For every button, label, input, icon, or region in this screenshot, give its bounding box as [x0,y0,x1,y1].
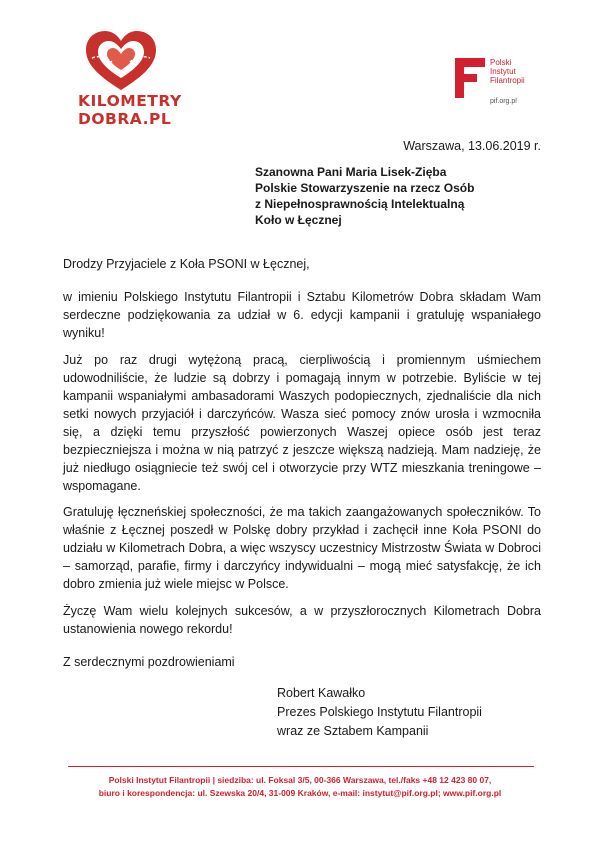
signature-line: wraz ze Sztabem Kampanii [277,724,429,738]
pif-name-line: Polski [490,58,512,67]
pif-name-line: Filantropii [490,76,525,85]
signature-line: Prezes Polskiego Instytutu Filantropii [277,705,482,719]
pif-logo [455,58,575,108]
pif-f-icon [455,58,485,98]
signature-line: Robert Kawałko [277,686,366,700]
greeting: Drodzy Przyjaciele z Koła PSONI w Łęcznej, [63,257,310,271]
recipient-line: Koło w Łęcznej [255,213,342,227]
recipient-line: z Niepełnosprawnością Intelektualną [255,197,465,211]
body-paragraph: Życzę Wam wielu kolejnych sukcesów, a w przyszłorocznych Kilometrach Dobra ustanowienia nowego rekordu! [63,604,541,636]
footer-line: Polski Instytut Filantropii | siedziba: ul. Foksal 3/5, 00-366 Warszawa, tel./faks +48 12 423 80 07, [108,775,492,785]
body-paragraph: Gratuluję łęczneńskiej społeczności, że ma takich zaangażowanych społeczników. To właśnie z Łęcznej poszedł w Polskę dobry przykład i zachęcił inne Koła PSONI do udziału w Kilometrach Dobra, a więc wszyscy uczestnicy Mistrzostw Świata w Dobroci – samorząd, parafie, firmy i darczyńcy indywidualni – mogą mieć satysfakcję, że ich dobro zmienia już wiele miejsc w Polsce. [63,505,541,591]
pif-name-line: Instytut [490,67,516,76]
recipient-line: Szanowna Pani Maria Lisek-Zięba [255,165,447,179]
recipient-line: Polskie Stowarzyszenie na rzecz Osób [255,181,475,195]
logo-text-kilometry: KILOMETRY [78,92,182,110]
pif-url: pif.org.pl [490,98,517,105]
body-paragraph: w imieniu Polskiego Instytutu Filantropii i Sztabu Kilometrów Dobra składam Wam serdeczne podziękowania za udział w 6. edycji kampanii i gratuluję wspaniałego wyniku! [63,290,541,340]
body-paragraph: Już po raz drugi wytężoną pracą, cierpliwością i promiennym uśmiechem udowodniliście, że ludzie są dobrzy i pomagają innym w potrzebie. Byliście w tej kampanii wspaniałymi ambasadorami Waszych podopiecznych, zjednaliście dla nich setki nowych przyjaciół i darczyńców. Wasza sieć pomocy znów urosła i wzmocniła się, a dzięki temu przyszłość powierzonych Waszej opiece osób jest teraz bezpieczniejsza i można w nią patrzyć z jeszcze większą nadzieją. Mam nadzieję, że już niedługo osiągniecie też swój cel i otworzycie przy WTZ mieszkania treningowe – wspomagane. [63,353,541,493]
footer-line: biuro i korespondencja: ul. Szewska 20/4, 31-009 Kraków, e-mail: instytut@pif.org.pl; www.pif.org.pl [98,788,502,798]
closing: Z serdecznymi pozdrowieniami [63,655,235,669]
logo-text-dobra: DOBRA.PL [78,110,172,128]
letter-date: Warszawa, 13.06.2019 r. [403,139,541,153]
kilometry-dobra-logo [78,28,182,128]
footer-divider [68,766,534,767]
heart-logo-icon [82,28,160,94]
